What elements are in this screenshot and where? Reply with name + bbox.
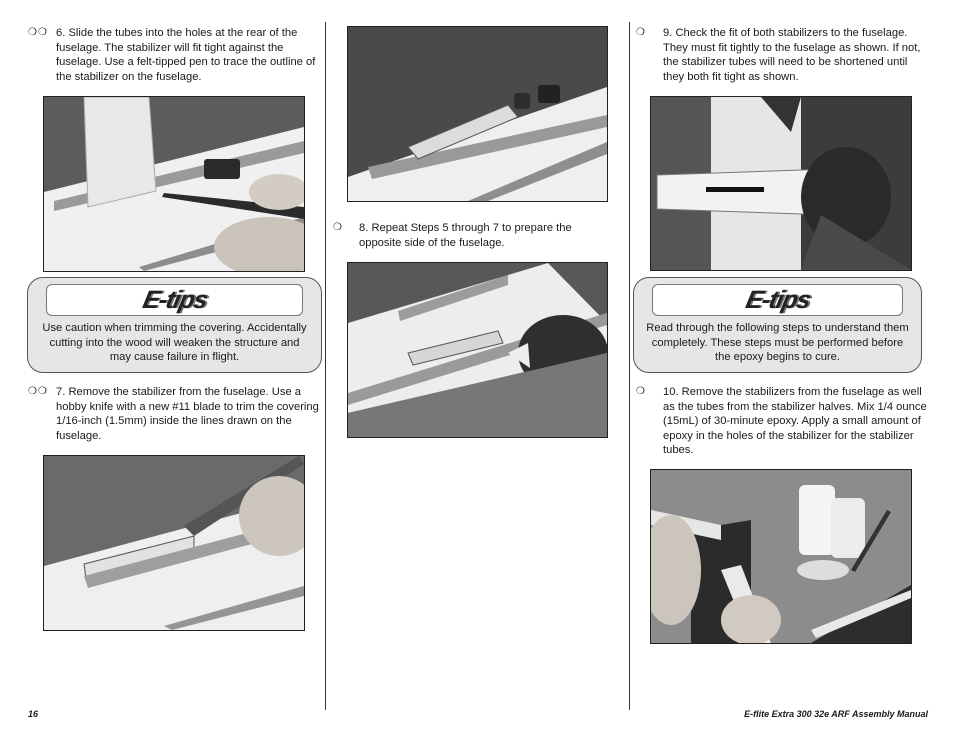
etips-logo-frame [46, 284, 303, 316]
step-8-checkboxes[interactable]: ❍ [333, 222, 343, 233]
step-8-text: 8. Repeat Steps 5 through 7 to prepare the opposite side of the fuselage. [359, 222, 572, 249]
photo-trimming-covering [43, 455, 305, 631]
etips-logo-right: E-tips [742, 286, 813, 314]
etips-box-right [633, 277, 922, 373]
step-6-checkboxes[interactable]: ❍❍ [28, 27, 48, 38]
photo-stabilizer-slot [347, 26, 608, 202]
manual-title: E-flite Extra 300 32e ARF Assembly Manual [744, 709, 928, 719]
step-10-text: 10. Remove the stabilizers from the fuselage as well as the tubes from the stabilizer halves. Mix 1/4 ounce (15mL) of 30-minute epoxy. Apply a small amount of epoxy in the holes of the stabilizer for the stabilizer tubes. [663, 386, 927, 457]
page-number: 16 [28, 709, 39, 719]
step-7-text: 7. Remove the stabilizer from the fuselage. Use a hobby knife with a new #11 blade to trim the covering 1/16-inch (1.5mm) inside the lines drawn on the fuselage. [56, 386, 319, 442]
step-10-checkboxes[interactable]: ❍ [636, 386, 646, 397]
photo-tracing-stabilizer-outline [43, 96, 305, 272]
step-7-checkboxes[interactable]: ❍❍ [28, 386, 48, 397]
column-divider-left [325, 22, 326, 710]
photo-stabilizers-fit-check [650, 96, 912, 271]
photo-opposite-side-fuselage [347, 262, 608, 438]
column-divider-right [629, 22, 630, 710]
photo-applying-epoxy [650, 469, 912, 644]
etips-box-left [27, 277, 322, 373]
etips-text-right: Read through the following steps to understand them completely. These steps must be performed before the epoxy begins to cure. [646, 322, 909, 364]
step-9-checkboxes[interactable]: ❍ [636, 27, 646, 38]
etips-logo: E-tips [139, 286, 210, 314]
step-9-text: 9. Check the fit of both stabilizers to the fuselage. They must fit tightly to the fuselage as shown. If not, the stabilizer tubes will need to be shortened until they both fit tight as shown. [663, 27, 921, 83]
etips-logo-frame-right [652, 284, 903, 316]
step-6-text: 6. Slide the tubes into the holes at the rear of the fuselage. The stabilizer will fit tight against the fuselage. Use a felt-tipped pen to trace the outline of the stabilizer on the fuselage. [56, 27, 316, 83]
etips-text-left: Use caution when trimming the covering. Accidentally cutting into the wood will weaken the structure and may cause failure in flight. [42, 322, 307, 364]
